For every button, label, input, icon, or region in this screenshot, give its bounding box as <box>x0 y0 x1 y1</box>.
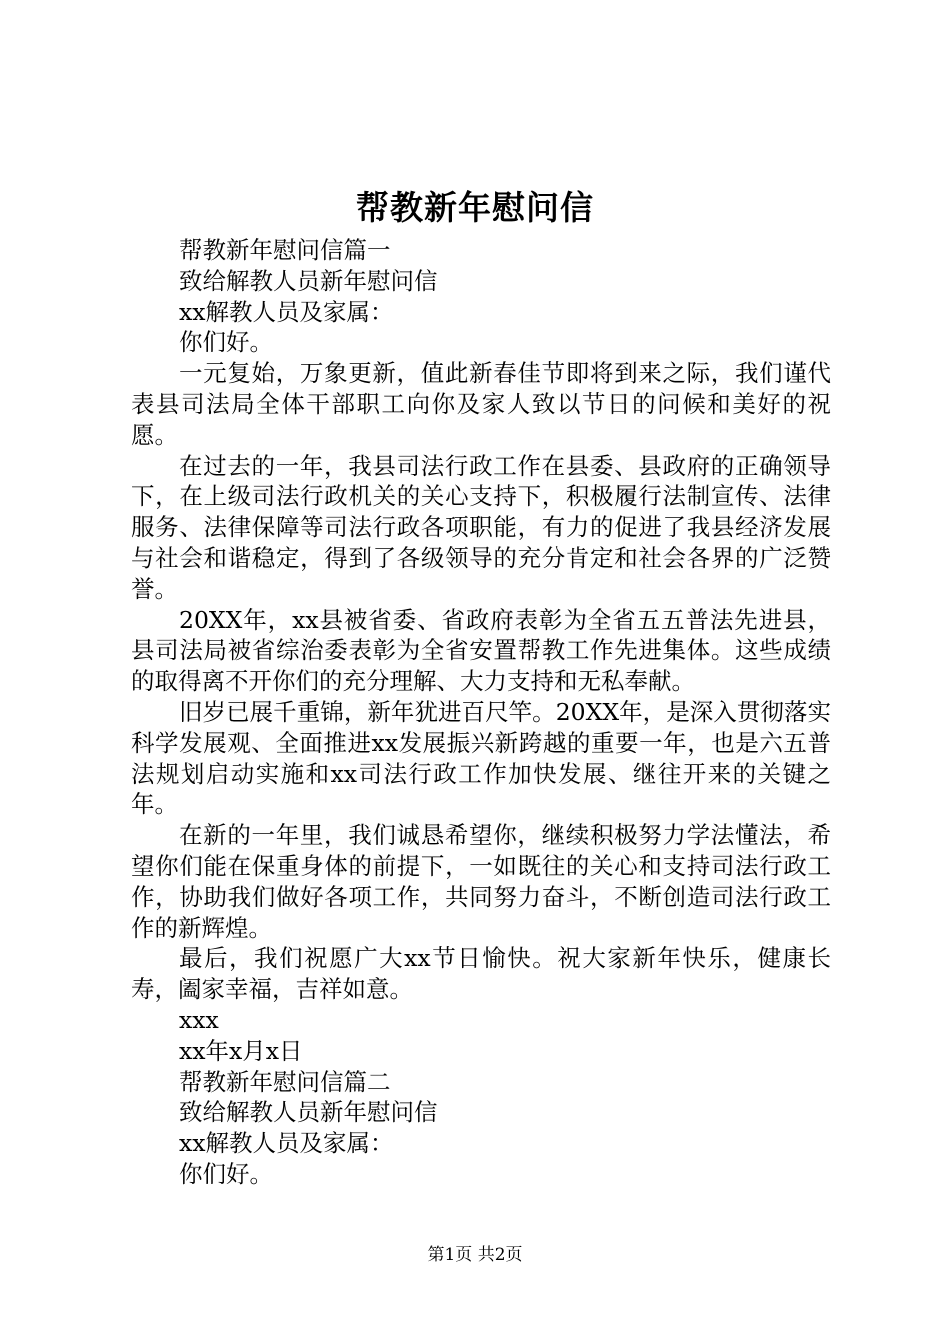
paragraph: 在过去的一年，我县司法行政工作在县委、县政府的正确领导下，在上级司法行政机关的关心支持下，积极履行法制宣传、法律服务、法律保障等司法行政各项职能，有力的促进了我县经济发展与社会和谐稳定，得到了各级领导的充分肯定和社会各界的广泛赞誉。 <box>131 451 831 603</box>
paragraph: 帮教新年慰问信篇二 <box>179 1067 391 1096</box>
paragraph: 致给解教人员新年慰问信 <box>179 266 438 295</box>
paragraph: 你们好。 <box>179 1159 273 1188</box>
paragraph: xx年x月x日 <box>179 1036 303 1065</box>
paragraph: 在新的一年里，我们诚恳希望你，继续积极努力学法懂法，希望你们能在保重身体的前提下，一如既往的关心和支持司法行政工作，协助我们做好各项工作，共同努力奋斗，不断创造司法行政工作的新辉煌。 <box>131 821 831 942</box>
paragraph: 一元复始，万象更新，值此新春佳节即将到来之际，我们谨代表县司法局全体干部职工向你及家人致以节日的问候和美好的祝愿。 <box>131 359 831 449</box>
paragraph: 旧岁已展千重锦，新年犹进百尺竿。20XX年，是深入贯彻落实科学发展观、全面推进xx发展振兴新跨越的重要一年，也是六五普法规划启动实施和xx司法行政工作加快发展、继往开来的关键之年。 <box>131 697 831 819</box>
paragraph: xxx <box>179 1005 219 1034</box>
paragraph: 帮教新年慰问信篇一 <box>179 236 391 264</box>
paragraph: 你们好。 <box>179 328 273 357</box>
paragraph: 20XX年，xx县被省委、省政府表彰为全省五五普法先进县，县司法局被省综治委表彰为全省安置帮教工作先进集体。这些成绩的取得离不开你们的充分理解、大力支持和无私奉献。 <box>131 605 831 696</box>
document-title: 帮教新年慰问信 <box>356 188 594 227</box>
paragraph: 最后，我们祝愿广大xx节日愉快。祝大家新年快乐，健康长寿，阖家幸福，吉祥如意。 <box>131 944 831 1004</box>
document-body <box>131 235 831 1190</box>
page-footer: 第1页 共2页 <box>427 1245 523 1265</box>
paragraph: xx解教人员及家属： <box>179 297 394 326</box>
paragraph: xx解教人员及家属： <box>179 1129 394 1158</box>
paragraph: 致给解教人员新年慰问信 <box>179 1098 438 1127</box>
